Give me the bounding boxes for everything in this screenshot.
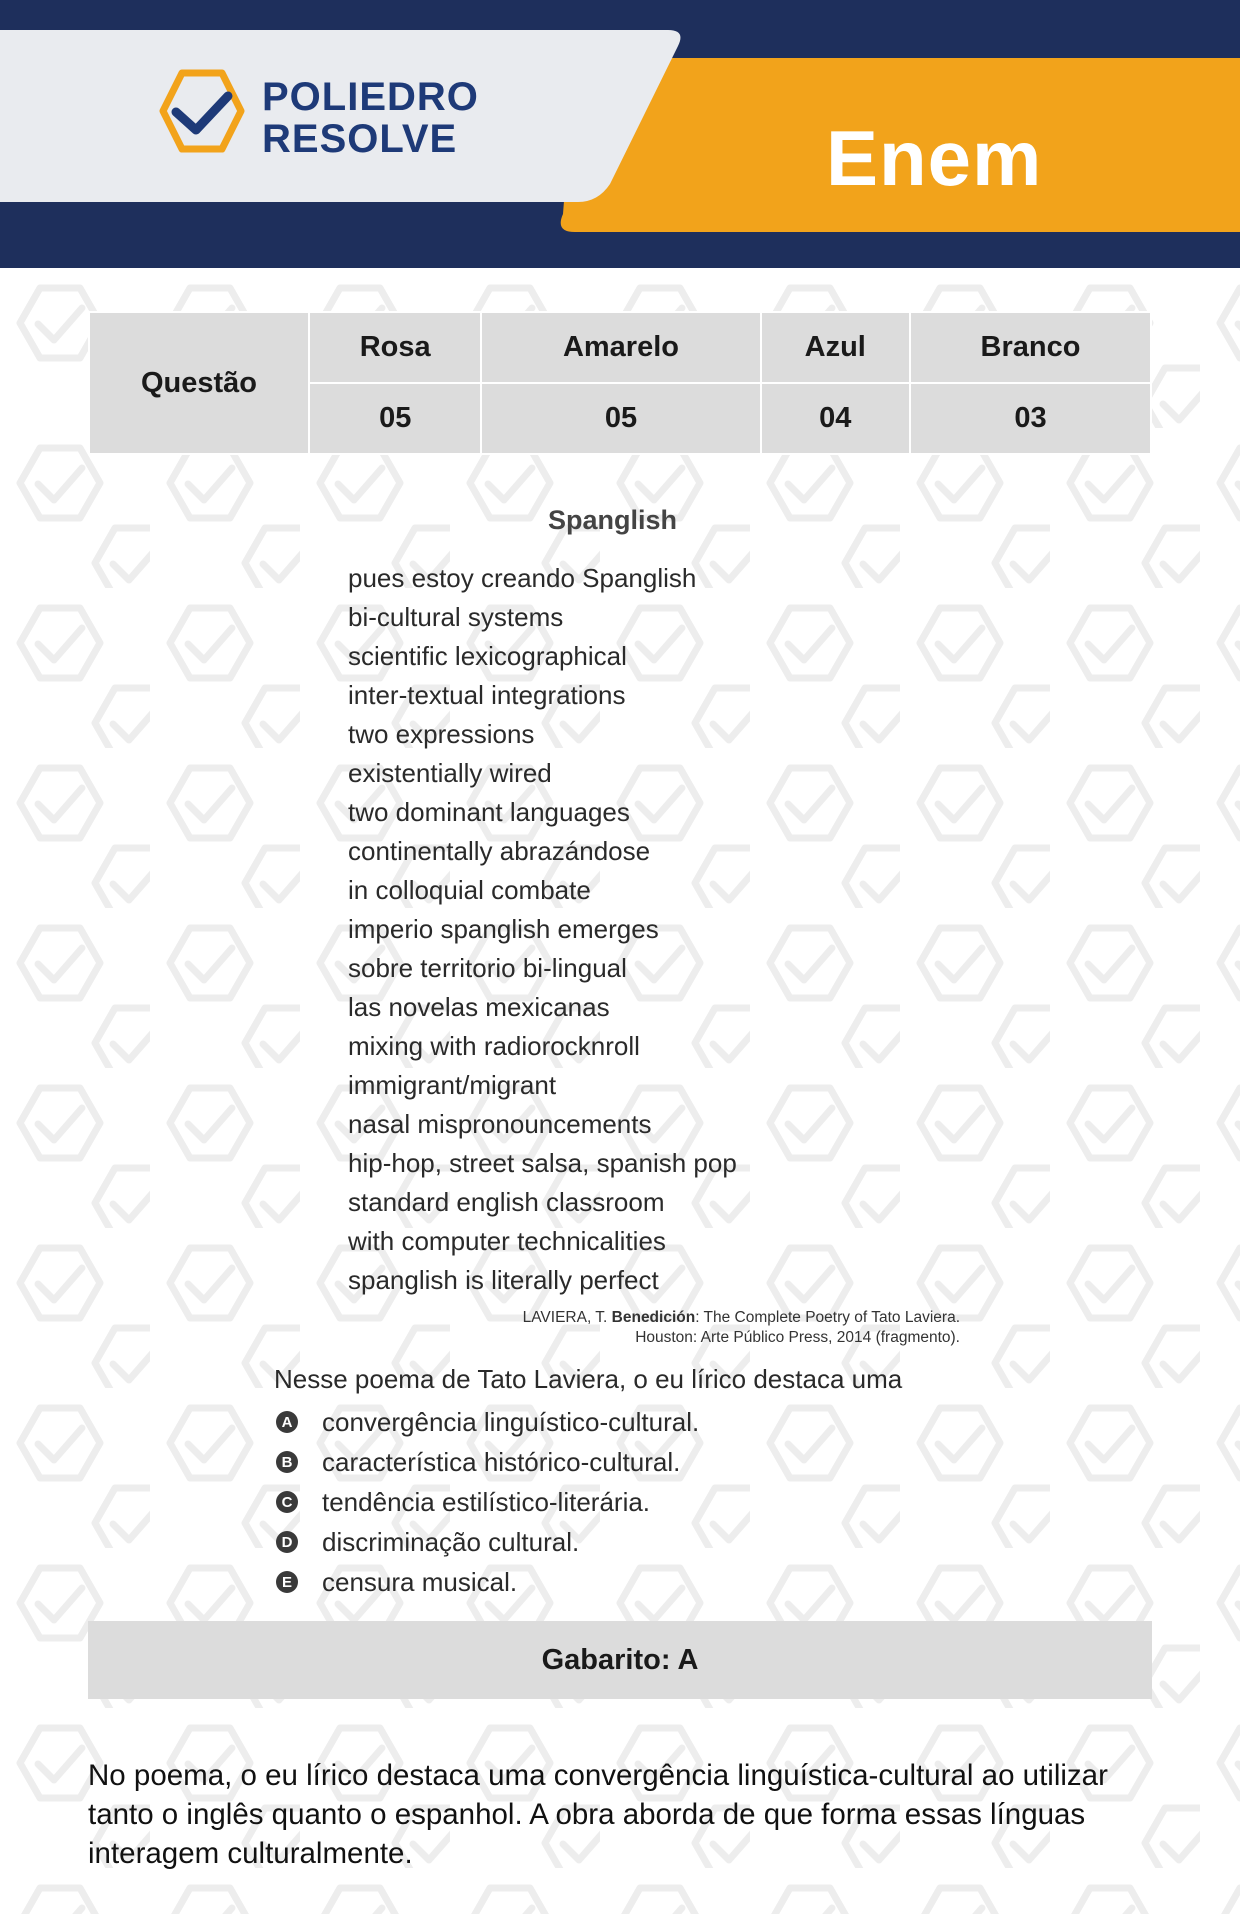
option-text: característica histórico-cultural. xyxy=(322,1446,681,1477)
option-d[interactable] xyxy=(276,1522,699,1562)
question-number-table xyxy=(88,311,1152,455)
page-header xyxy=(0,0,1240,268)
poem-line: imperio spanglish emerges xyxy=(348,914,659,944)
source-line2: Houston: Arte Público Press, 2014 (fragmento). xyxy=(635,1329,960,1346)
color-header-branco: Branco xyxy=(910,312,1151,383)
poem-line: las novelas mexicanas xyxy=(348,992,610,1022)
poem-line: two dominant languages xyxy=(348,797,630,827)
option-text: convergência linguístico-cultural. xyxy=(322,1406,700,1437)
poem-line: pues estoy creando Spanglish xyxy=(348,563,697,593)
question-label: Questão xyxy=(89,312,309,454)
poem-title: Spanglish xyxy=(547,505,677,535)
source-rest: : The Complete Poetry of Tato Laviera. xyxy=(695,1309,960,1326)
option-text: tendência estilístico-literária. xyxy=(322,1486,651,1517)
option-b[interactable] xyxy=(276,1442,699,1482)
poem-line: with computer technicalities xyxy=(348,1226,666,1256)
poem-line: mixing with radiorocknroll xyxy=(348,1031,640,1061)
option-letter-icon: A xyxy=(276,1411,298,1433)
question-number-rosa: 05 xyxy=(309,383,481,454)
brand-name-line2: RESOLVE xyxy=(262,117,458,161)
poem-line: sobre territorio bi-lingual xyxy=(348,953,627,983)
poem-line: in colloquial combate xyxy=(348,875,591,905)
option-letter-icon: D xyxy=(276,1531,298,1553)
source-work: Benedición xyxy=(611,1309,696,1326)
poem-line: continentally abrazándose xyxy=(348,836,651,866)
poem-line: immigrant/migrant xyxy=(348,1070,557,1100)
poem-line: hip-hop, street salsa, spanish pop xyxy=(348,1148,737,1178)
exam-title: Enem xyxy=(826,114,1043,202)
poem-line: bi-cultural systems xyxy=(348,602,564,632)
option-text: discriminação cultural. xyxy=(322,1526,580,1557)
option-letter-icon: B xyxy=(276,1451,298,1473)
explanation-line: No poema, o eu lírico destaca uma convergência linguística-cultural ao utilizar xyxy=(88,1759,1108,1792)
color-header-azul: Azul xyxy=(761,312,910,383)
explanation-line: interagem culturalmente. xyxy=(88,1837,413,1870)
poem-line: inter-textual integrations xyxy=(348,680,626,710)
answer-options xyxy=(276,1402,699,1602)
color-header-rosa: Rosa xyxy=(309,312,481,383)
option-c[interactable] xyxy=(276,1482,699,1522)
poem-line: nasal mispronouncements xyxy=(348,1109,652,1139)
question-number-azul: 04 xyxy=(761,383,910,454)
explanation-text xyxy=(88,1756,1168,1873)
option-e[interactable] xyxy=(276,1562,699,1602)
question-stem: Nesse poema de Tato Laviera, o eu lírico destaca uma xyxy=(274,1364,903,1394)
answer-key: Gabarito: A xyxy=(541,1643,699,1676)
option-letter-icon: E xyxy=(276,1571,298,1593)
option-text: censura musical. xyxy=(322,1566,518,1597)
option-a[interactable] xyxy=(276,1402,699,1442)
color-header-amarelo: Amarelo xyxy=(481,312,760,383)
question-number-branco: 03 xyxy=(910,383,1151,454)
option-letter-icon: C xyxy=(276,1491,298,1513)
question-number-amarelo: 05 xyxy=(481,383,760,454)
brand-name-line1: POLIEDRO xyxy=(262,75,479,119)
answer-key-box xyxy=(88,1621,1152,1699)
poem-source xyxy=(523,1308,960,1348)
source-author: LAVIERA, T. xyxy=(522,1309,608,1326)
poem-line: two expressions xyxy=(348,719,535,749)
explanation-line: tanto o inglês quanto o espanhol. A obra aborda de que forma essas línguas xyxy=(88,1798,1086,1831)
poem-line: spanglish is literally perfect xyxy=(348,1265,659,1295)
poem-line: existentially wired xyxy=(348,758,552,788)
poem-line: standard english classroom xyxy=(348,1187,665,1217)
source-line1 xyxy=(523,1308,960,1328)
poem-lines xyxy=(348,559,737,1300)
poem-line: scientific lexicographical xyxy=(348,641,627,671)
